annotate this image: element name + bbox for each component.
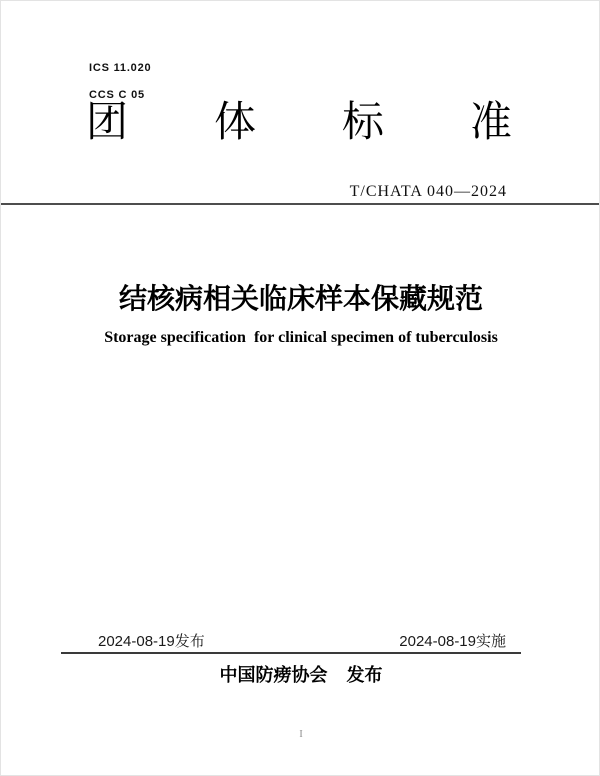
ics-code: ICS 11.020 <box>89 62 152 74</box>
doc-type-char: 准 <box>469 100 512 146</box>
doc-type-title <box>86 100 512 146</box>
publisher-name: 中国防痨协会 <box>219 665 328 685</box>
document-title-en: Storage specification for clinical specimen of tuberculosis <box>104 329 498 346</box>
publisher-line <box>1 661 600 687</box>
dates-row <box>1 630 600 651</box>
standard-number: T/CHATA 040—2024 <box>349 183 507 200</box>
issue-date: 2024-08-19发布 <box>98 633 205 650</box>
implement-date: 2024-08-19实施 <box>399 633 506 650</box>
doc-type-char: 标 <box>341 100 384 146</box>
document-title-cn: 结核病相关临床样本保藏规范 <box>118 283 483 314</box>
page-number: I <box>299 729 303 740</box>
footer-rule <box>61 652 521 654</box>
publish-label: 发布 <box>346 665 383 685</box>
doc-type-char: 团 <box>86 100 129 146</box>
header-rule <box>1 203 600 205</box>
ccs-code: CCS C 05 <box>89 89 145 101</box>
doc-type-char: 体 <box>213 100 256 146</box>
